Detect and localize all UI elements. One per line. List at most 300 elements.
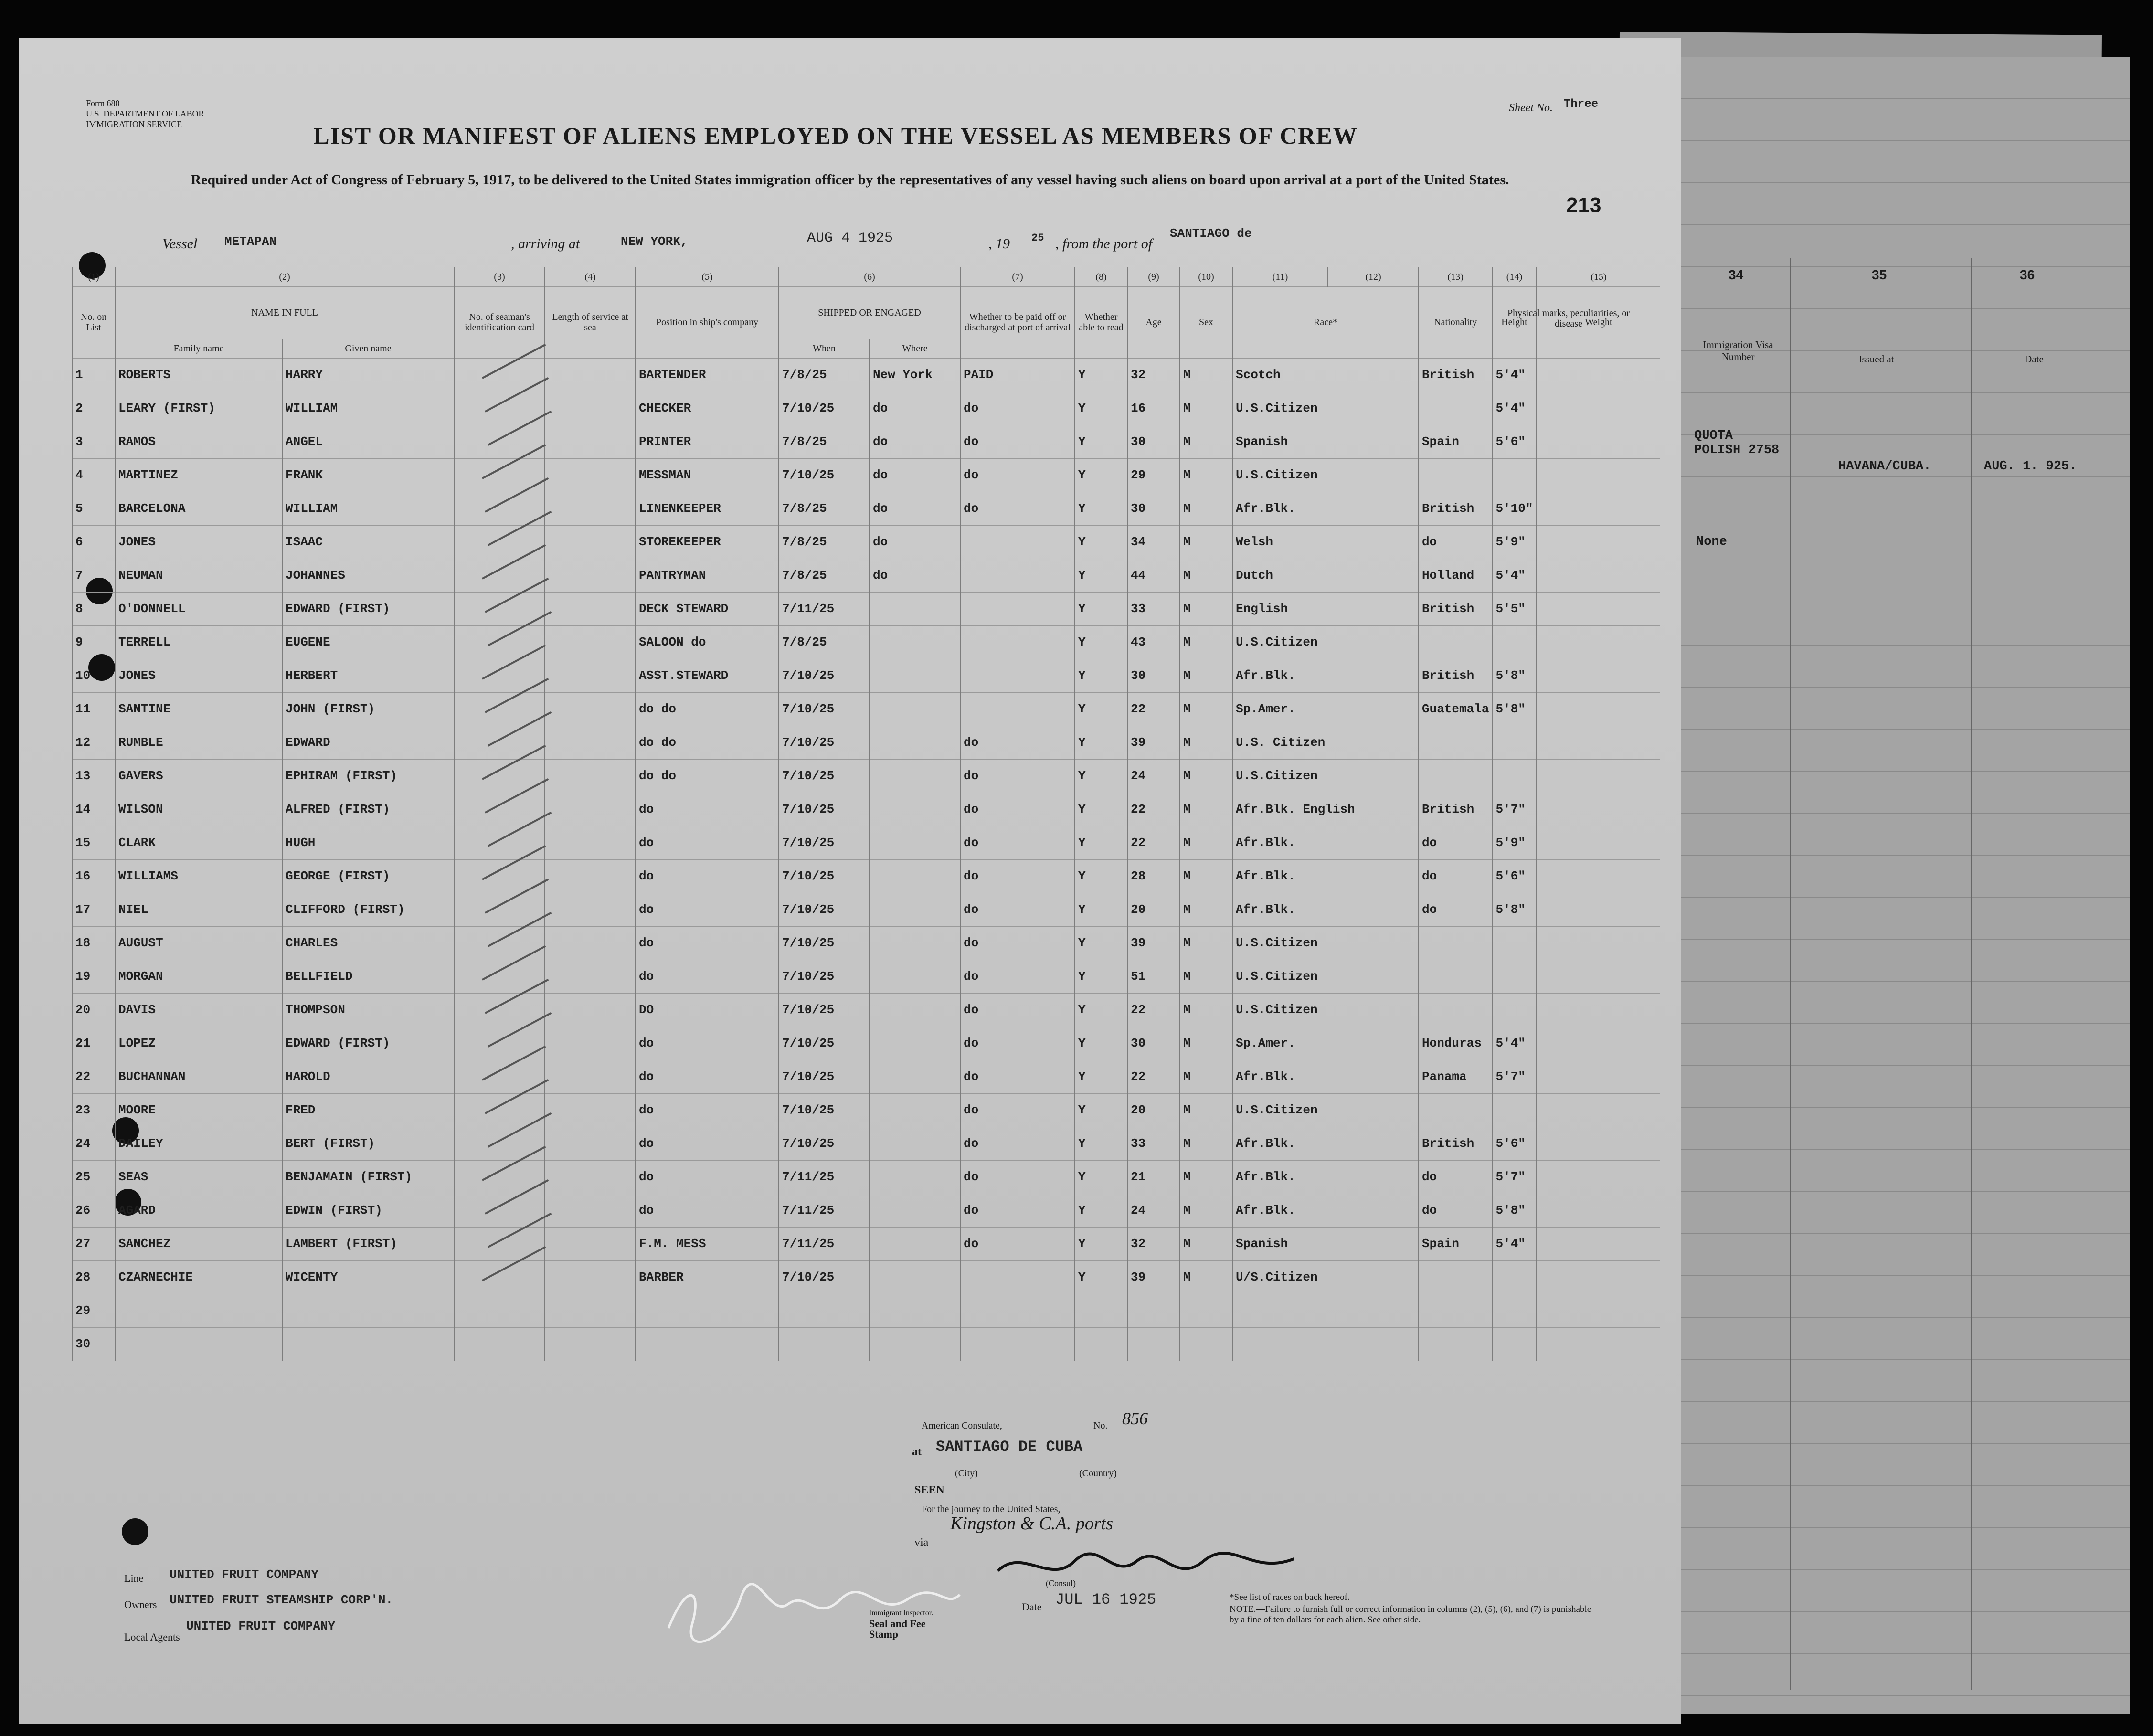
cell-list-no: 9 (72, 625, 115, 659)
cell-weight (1536, 1227, 1660, 1260)
cell-paid-off: do (960, 392, 1075, 425)
cell-nationality: do (1419, 893, 1492, 926)
cell-length-service (545, 1160, 636, 1194)
cell-able-read: Y (1075, 859, 1127, 893)
cell-height: 5'6" (1492, 425, 1536, 458)
cell-shipped-when: 7/8/25 (779, 425, 870, 458)
cell-list-no: 10 (72, 659, 115, 692)
cell-position: do (636, 960, 779, 993)
cell-weight (1536, 1127, 1660, 1160)
cell-height (1492, 726, 1536, 759)
cell-length-service (545, 1260, 636, 1294)
cell-age: 30 (1127, 425, 1180, 458)
colnum: (6) (779, 267, 960, 286)
table-row (72, 1093, 1660, 1127)
colnum: (5) (636, 267, 779, 286)
cell-weight (1536, 492, 1660, 525)
colnum: (13) (1419, 267, 1492, 286)
cell-given-name: JOHANNES (282, 559, 454, 592)
table-row (72, 759, 1660, 793)
cell-sex: M (1180, 1060, 1232, 1093)
cell-nationality (1419, 1294, 1492, 1327)
consulate-city: SANTIAGO DE CUBA (936, 1438, 1083, 1456)
col-shipped: SHIPPED OR ENGAGED (779, 286, 960, 339)
col-height: Height (1492, 286, 1536, 358)
cell-race: Afr.Blk. (1232, 859, 1419, 893)
consulate-no: 856 (1122, 1409, 1148, 1428)
cell-list-no: 12 (72, 726, 115, 759)
table-row (72, 1160, 1660, 1194)
cell-race: Afr.Blk. English (1232, 793, 1419, 826)
table-row (72, 592, 1660, 625)
cell-nationality (1419, 993, 1492, 1027)
cell-height: 5'9" (1492, 525, 1536, 559)
cell-given-name: ANGEL (282, 425, 454, 458)
cell-shipped-when: 7/10/25 (779, 1060, 870, 1093)
cell-able-read: Y (1075, 960, 1127, 993)
agents-label: Local Agents (124, 1631, 180, 1643)
cell-race: Afr.Blk. (1232, 659, 1419, 692)
cell-length-service (545, 726, 636, 759)
cell-height: 5'8" (1492, 1194, 1536, 1227)
cell-shipped-where (870, 1194, 960, 1227)
cell-nationality: do (1419, 525, 1492, 559)
cell-paid-off: do (960, 425, 1075, 458)
cell-length-service (545, 993, 636, 1027)
cell-race: Sp.Amer. (1232, 692, 1419, 726)
cell-able-read: Y (1075, 1260, 1127, 1294)
cell-length-service (545, 859, 636, 893)
owners-value: UNITED FRUIT STEAMSHIP CORP'N. (170, 1593, 393, 1607)
cell-length-service (545, 659, 636, 692)
city-label: (City) (955, 1468, 978, 1479)
cell-shipped-where (870, 1060, 960, 1093)
cell-height: 5'7" (1492, 1160, 1536, 1194)
col-no-on-list: No. on List (72, 286, 115, 358)
cell-age: 20 (1127, 893, 1180, 926)
cell-shipped-when: 7/10/25 (779, 993, 870, 1027)
cell-shipped-when: 7/10/25 (779, 793, 870, 826)
cell-shipped-where (870, 659, 960, 692)
cell-nationality (1419, 1093, 1492, 1127)
page-subtitle: Required under Act of Congress of February 5, 1917, to be delivered to the United States immigration officer by the representatives of any vessel having such aliens on board upon arrival at a port of the United States. (191, 172, 1509, 188)
cell-shipped-where (870, 726, 960, 759)
cell-position: STOREKEEPER (636, 525, 779, 559)
cell-weight (1536, 859, 1660, 893)
cell-able-read: Y (1075, 458, 1127, 492)
cell-able-read: Y (1075, 893, 1127, 926)
cell-position: MESSMAN (636, 458, 779, 492)
cell-height: 5'7" (1492, 793, 1536, 826)
cell-nationality: British (1419, 1127, 1492, 1160)
col-paid-off: Whether to be paid off or discharged at port of arrival (960, 286, 1075, 358)
cell-length-service (545, 926, 636, 960)
col-35-number: 35 (1872, 267, 1887, 282)
cell-race: U.S.Citizen (1232, 625, 1419, 659)
cell-shipped-where (870, 759, 960, 793)
cell-shipped-where: do (870, 425, 960, 458)
cell-length-service (545, 625, 636, 659)
cell-able-read: Y (1075, 793, 1127, 826)
sheet-label: Sheet No. (1509, 102, 1553, 114)
cell-race (1232, 1327, 1419, 1361)
cell-weight (1536, 458, 1660, 492)
table-row (72, 1227, 1660, 1260)
cell-age: 39 (1127, 926, 1180, 960)
cell-given-name: BERT (FIRST) (282, 1127, 454, 1160)
table-row (72, 859, 1660, 893)
cell-shipped-when: 7/10/25 (779, 926, 870, 960)
cell-list-no: 7 (72, 559, 115, 592)
cell-given-name: GEORGE (FIRST) (282, 859, 454, 893)
cell-length-service (545, 592, 636, 625)
cell-able-read (1075, 1294, 1127, 1327)
colnum: (12) (1328, 267, 1419, 286)
cell-nationality: British (1419, 592, 1492, 625)
cell-shipped-where: do (870, 492, 960, 525)
cell-age: 44 (1127, 559, 1180, 592)
cell-sex: M (1180, 559, 1232, 592)
cell-sex: M (1180, 1093, 1232, 1127)
cell-age: 29 (1127, 458, 1180, 492)
col-issued-header: Issued at— (1858, 353, 1904, 365)
col-age: Age (1127, 286, 1180, 358)
cell-height (1492, 458, 1536, 492)
cell-race: Afr.Blk. (1232, 1194, 1419, 1227)
cell-race: U.S.Citizen (1232, 458, 1419, 492)
cell-list-no: 26 (72, 1194, 115, 1227)
cell-shipped-when: 7/10/25 (779, 1127, 870, 1160)
cell-age: 24 (1127, 759, 1180, 793)
cell-given-name: BENJAMAIN (FIRST) (282, 1160, 454, 1194)
cell-able-read: Y (1075, 726, 1127, 759)
cell-given-name: EDWARD (282, 726, 454, 759)
cell-age: 34 (1127, 525, 1180, 559)
cell-sex: M (1180, 859, 1232, 893)
cell-able-read: Y (1075, 993, 1127, 1027)
cell-shipped-where (870, 1127, 960, 1160)
cell-paid-off: do (960, 926, 1075, 960)
cell-shipped-where (870, 893, 960, 926)
cell-family-name: SEAS (115, 1160, 282, 1194)
cell-sex: M (1180, 525, 1232, 559)
cell-paid-off (960, 1260, 1075, 1294)
cell-shipped-where (870, 826, 960, 859)
cell-paid-off: do (960, 826, 1075, 859)
cell-shipped-when: 7/10/25 (779, 458, 870, 492)
vessel-value: METAPAN (224, 234, 277, 249)
cell-paid-off: do (960, 1227, 1075, 1260)
cell-age (1127, 1327, 1180, 1361)
cell-sex: M (1180, 993, 1232, 1027)
cell-age: 43 (1127, 625, 1180, 659)
cell-shipped-when: 7/8/25 (779, 559, 870, 592)
cell-age: 32 (1127, 1227, 1180, 1260)
table-row (72, 492, 1660, 525)
cell-list-no: 25 (72, 1160, 115, 1194)
cell-able-read: Y (1075, 425, 1127, 458)
cell-race: Afr.Blk. (1232, 826, 1419, 859)
cell-nationality (1419, 458, 1492, 492)
cell-shipped-when: 7/8/25 (779, 492, 870, 525)
col-able-read: Whether able to read (1075, 286, 1127, 358)
cell-sex: M (1180, 425, 1232, 458)
cell-shipped-where (870, 859, 960, 893)
cell-family-name (115, 1294, 282, 1327)
cell-nationality: Spain (1419, 425, 1492, 458)
col-name-in-full: NAME IN FULL (115, 286, 454, 339)
cell-race: Scotch (1232, 358, 1419, 392)
cell-age: 33 (1127, 1127, 1180, 1160)
cell-paid-off: do (960, 492, 1075, 525)
cell-shipped-when: 7/10/25 (779, 1027, 870, 1060)
cell-position: SALOON do (636, 625, 779, 659)
cell-height: 5'8" (1492, 692, 1536, 726)
col-seaman-card: No. of seaman's identification card (454, 286, 545, 358)
cell-height: 5'6" (1492, 1127, 1536, 1160)
cell-given-name: EUGENE (282, 625, 454, 659)
cell-given-name: WILLIAM (282, 392, 454, 425)
cell-family-name: JONES (115, 659, 282, 692)
cell-length-service (545, 525, 636, 559)
cell-length-service (545, 793, 636, 826)
cell-shipped-when: 7/10/25 (779, 692, 870, 726)
from-value: SANTIAGO de (1170, 226, 1252, 241)
cell-paid-off (960, 525, 1075, 559)
cell-seaman-card (454, 592, 545, 625)
cell-shipped-when: 7/8/25 (779, 525, 870, 559)
cell-length-service (545, 492, 636, 525)
cell-position: do (636, 893, 779, 926)
page-title: LIST OR MANIFEST OF ALIENS EMPLOYED ON THE VESSEL AS MEMBERS OF CREW (313, 122, 1358, 149)
cell-position: do (636, 1194, 779, 1227)
cell-list-no: 16 (72, 859, 115, 893)
cell-shipped-when: 7/11/25 (779, 592, 870, 625)
cell-nationality: Panama (1419, 1060, 1492, 1093)
cell-shipped-when: 7/10/25 (779, 1093, 870, 1127)
cell-list-no: 11 (72, 692, 115, 726)
cell-race: Sp.Amer. (1232, 1027, 1419, 1060)
via-label: via (914, 1536, 929, 1549)
table-row (72, 960, 1660, 993)
cell-weight (1536, 926, 1660, 960)
cell-position: do do (636, 726, 779, 759)
year-value: 25 (1031, 232, 1044, 244)
cell-length-service (545, 559, 636, 592)
cell-weight (1536, 726, 1660, 759)
cell-race: Dutch (1232, 559, 1419, 592)
cell-sex: M (1180, 492, 1232, 525)
cell-height: 5'8" (1492, 659, 1536, 692)
right-divider-2 (1971, 258, 1972, 1690)
cell-height (1492, 993, 1536, 1027)
col-nationality: Nationality (1419, 286, 1492, 358)
cell-shipped-where (870, 960, 960, 993)
cell-given-name: FRED (282, 1093, 454, 1127)
cell-shipped-where (870, 1027, 960, 1060)
cell-height: 5'10" (1492, 492, 1536, 525)
cell-nationality (1419, 392, 1492, 425)
cell-given-name: EPHIRAM (FIRST) (282, 759, 454, 793)
col-visa-header: Immigration Visa Number (1703, 339, 1773, 362)
cell-shipped-where: do (870, 559, 960, 592)
cell-able-read: Y (1075, 492, 1127, 525)
cell-family-name: RAMOS (115, 425, 282, 458)
consulate-date: JUL 16 1925 (1055, 1591, 1156, 1609)
cell-nationality: do (1419, 859, 1492, 893)
cell-age: 22 (1127, 793, 1180, 826)
cell-seaman-card (454, 692, 545, 726)
cell-position: do (636, 826, 779, 859)
colnum: (3) (454, 267, 545, 286)
col-36-number: 36 (2020, 267, 2035, 282)
cell-shipped-where (870, 1294, 960, 1327)
cell-nationality: Guatemala (1419, 692, 1492, 726)
cell-given-name: THOMPSON (282, 993, 454, 1027)
cell-family-name: AUGUST (115, 926, 282, 960)
cell-position: BARTENDER (636, 358, 779, 392)
colnum: (1) (72, 267, 115, 286)
table-row (72, 926, 1660, 960)
cell-nationality (1419, 960, 1492, 993)
row5-visa: None (1696, 535, 1727, 549)
cell-race: U.S. Citizen (1232, 726, 1419, 759)
cell-able-read: Y (1075, 392, 1127, 425)
cell-shipped-where (870, 1160, 960, 1194)
cell-nationality (1419, 726, 1492, 759)
cell-shipped-when: 7/10/25 (779, 826, 870, 859)
col-weight: Weight (1536, 286, 1660, 358)
cell-paid-off: do (960, 1127, 1075, 1160)
colnum: (7) (960, 267, 1075, 286)
cell-nationality: British (1419, 793, 1492, 826)
cell-family-name: RUMBLE (115, 726, 282, 759)
cell-sex: M (1180, 1227, 1232, 1260)
cell-list-no: 30 (72, 1327, 115, 1361)
cell-race: Afr.Blk. (1232, 1160, 1419, 1194)
cell-height: 5'4" (1492, 392, 1536, 425)
cell-race: Afr.Blk. (1232, 1060, 1419, 1093)
cell-paid-off: do (960, 793, 1075, 826)
table-row (72, 392, 1660, 425)
cell-given-name (282, 1294, 454, 1327)
cell-given-name: CLIFFORD (FIRST) (282, 893, 454, 926)
cell-seaman-card (454, 893, 545, 926)
cell-given-name (282, 1327, 454, 1361)
cell-position: do do (636, 692, 779, 726)
cell-shipped-where: do (870, 458, 960, 492)
cell-weight (1536, 826, 1660, 859)
crew-table (72, 267, 1660, 1361)
cell-family-name: O'DONNELL (115, 592, 282, 625)
cell-weight (1536, 993, 1660, 1027)
footnote-races: *See list of races on back hereof. (1230, 1592, 1350, 1602)
cell-able-read: Y (1075, 1194, 1127, 1227)
cell-sex: M (1180, 1260, 1232, 1294)
cell-position: ASST.STEWARD (636, 659, 779, 692)
cell-nationality: do (1419, 826, 1492, 859)
table-row (72, 1194, 1660, 1227)
cell-height (1492, 1093, 1536, 1127)
cell-able-read: Y (1075, 692, 1127, 726)
via-value: Kingston & C.A. ports (950, 1514, 1113, 1534)
col-length-service: Length of service at sea (545, 286, 636, 358)
table-row (72, 525, 1660, 559)
cell-nationality: Holland (1419, 559, 1492, 592)
cell-position (636, 1327, 779, 1361)
cell-age: 22 (1127, 993, 1180, 1027)
cell-shipped-where (870, 625, 960, 659)
footnote-fine: NOTE.—Failure to furnish full or correct information in columns (2), (5), (6), and (7) is punishable by a fine of ten dollars for each alien. See other side. (1230, 1604, 1591, 1625)
cell-height: 5'4" (1492, 358, 1536, 392)
row2-issued: HAVANA/CUBA. (1838, 459, 1931, 474)
journey-label: For the journey to the United States, (922, 1504, 1061, 1514)
cell-position: LINENKEEPER (636, 492, 779, 525)
cell-position (636, 1294, 779, 1327)
cell-position: do (636, 793, 779, 826)
line-value: UNITED FRUIT COMPANY (170, 1567, 319, 1582)
cell-weight (1536, 1327, 1660, 1361)
cell-weight (1536, 1027, 1660, 1060)
cell-seaman-card (454, 1194, 545, 1227)
cell-weight (1536, 592, 1660, 625)
cell-sex: M (1180, 759, 1232, 793)
cell-position: do (636, 926, 779, 960)
page-number: 213 (1566, 193, 1601, 217)
cell-length-service (545, 1327, 636, 1361)
cell-shipped-when: 7/11/25 (779, 1227, 870, 1260)
cell-nationality: do (1419, 1160, 1492, 1194)
cell-paid-off (960, 1294, 1075, 1327)
cell-age: 30 (1127, 659, 1180, 692)
cell-nationality: Honduras (1419, 1027, 1492, 1060)
cell-family-name: MORGAN (115, 960, 282, 993)
cell-family-name: LOPEZ (115, 1027, 282, 1060)
cell-family-name: CZARNECHIE (115, 1260, 282, 1294)
cell-position: PANTRYMAN (636, 559, 779, 592)
cell-position: CHECKER (636, 392, 779, 425)
cell-given-name: WILLIAM (282, 492, 454, 525)
cell-list-no: 27 (72, 1227, 115, 1260)
col-physical-header: Physical marks, peculiarities, or disease (1507, 308, 1630, 329)
cell-list-no: 2 (72, 392, 115, 425)
cell-list-no: 14 (72, 793, 115, 826)
consul-signature (993, 1542, 1299, 1595)
cell-given-name: WICENTY (282, 1260, 454, 1294)
cell-paid-off: do (960, 893, 1075, 926)
table-row (72, 1294, 1660, 1327)
cell-length-service (545, 1194, 636, 1227)
table-row (72, 1327, 1660, 1361)
colnum: (14) (1492, 267, 1536, 286)
cell-nationality (1419, 1260, 1492, 1294)
cell-able-read: Y (1075, 358, 1127, 392)
cell-paid-off: do (960, 1060, 1075, 1093)
cell-height (1492, 1294, 1536, 1327)
table-row (72, 358, 1660, 392)
cell-position: do (636, 859, 779, 893)
cell-age: 51 (1127, 960, 1180, 993)
cell-sex: M (1180, 458, 1232, 492)
cell-able-read: Y (1075, 1127, 1127, 1160)
cell-age: 22 (1127, 826, 1180, 859)
cell-seaman-card (454, 1327, 545, 1361)
cell-paid-off (960, 625, 1075, 659)
cell-given-name: HERBERT (282, 659, 454, 692)
cell-family-name: DAVIS (115, 993, 282, 1027)
cell-list-no: 15 (72, 826, 115, 859)
cell-height: 5'4" (1492, 559, 1536, 592)
